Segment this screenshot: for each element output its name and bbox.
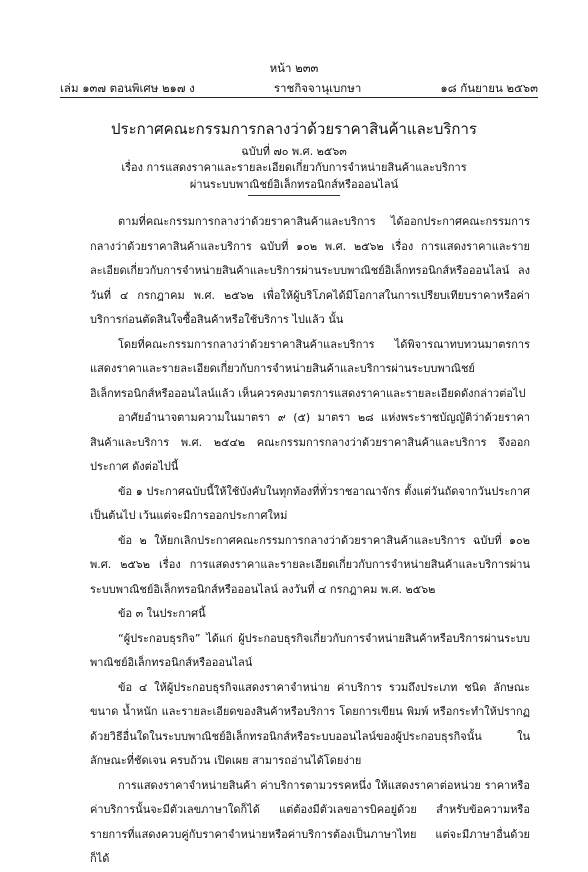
paragraph-clause-3: ข้อ ๓ ในประกาศนี้	[118, 607, 206, 620]
paragraph-clause-2: ข้อ ๒ ให้ยกเลิกประกาศคณะกรรมการกลางว่าด้วยราคาสินค้าและบริการ ฉบับที่ ๑๐๒ พ.ศ. ๒๕๖๒ เรื่อง การแสดงราคาและรายละเอียดเกี่ยวกับการจำหน่ายสินค้าและบริการผ่านระบบพาณิชย์อิเล็กทรอนิกส์หรือออนไลน์ ลงวันที่ ๔ กรกฎาคม พ.ศ. ๒๕๖๒	[90, 533, 530, 596]
paragraph-whereas: โดยที่คณะกรรมการกลางว่าด้วยราคาสินค้าและบริการ ได้พิจารณาทบทวนมาตรการแสดงราคาและรายละเอียดเกี่ยวกับการจำหน่ายสินค้าและบริการผ่านระบบพาณิชย์อิเล็กทรอนิกส์หรือออนไลน์แล้ว เห็นควรคงมาตรการแสดงราคาและรายละเอียดดังกล่าวต่อไป	[90, 337, 530, 400]
paragraph-clause-4-continued: การแสดงราคาจำหน่ายสินค้า ค่าบริการตามวรรคหนึ่ง ให้แสดงราคาต่อหน่วย ราคาหรือค่าบริการนั้นจะมีตัวเลขภาษาใดก็ได้ แต่ต้องมีตัวเลขอารบิคอยู่ด้วย สำหรับข้อความหรือรายการที่แสดงควบคู่กับราคาจำหน่ายหรือค่าบริการต้องเป็นภาษาไทย แต่จะมีภาษาอื่นด้วยก็ได้	[90, 778, 530, 865]
page-number: หน้า ๒๓๓	[269, 61, 319, 75]
publication-date: ๑๘ กันยายน ๒๕๖๓	[440, 81, 538, 95]
title-divider	[248, 195, 340, 196]
header-rule	[60, 97, 538, 98]
document-title: ประกาศคณะกรรมการกลางว่าด้วยราคาสินค้าและบริการ	[111, 120, 477, 138]
paragraph-definition: “ผู้ประกอบธุรกิจ” ได้แก่ ผู้ประกอบธุรกิจเกี่ยวกับการจำหน่ายสินค้าหรือบริการผ่านระบบพาณิชย์อิเล็กทรอนิกส์หรือออนไลน์	[90, 631, 530, 669]
volume-info: เล่ม ๑๓๗ ตอนพิเศษ ๒๑๗ ง	[60, 81, 195, 95]
gazette-header	[60, 80, 538, 98]
paragraph-preamble: ตามที่คณะกรรมการกลางว่าด้วยราคาสินค้าและบริการ ได้ออกประกาศคณะกรรมการกลางว่าด้วยราคาสินค้าและบริการ ฉบับที่ ๑๐๒ พ.ศ. ๒๕๖๒ เรื่อง การแสดงราคาและรายละเอียดเกี่ยวกับการจำหน่ายสินค้าและบริการผ่านระบบพาณิชย์อิเล็กทรอนิกส์หรือออนไลน์ ลงวันที่ ๔ กรกฎาคม พ.ศ. ๒๕๖๒ เพื่อให้ผู้บริโภคได้มีโอกาสในการเปรียบเทียบราคาหรือค่าบริการก่อนตัดสินใจซื้อสินค้าหรือใช้บริการ ไปแล้ว นั้น	[90, 215, 530, 326]
document-body	[90, 210, 530, 872]
paragraph-clause-1: ข้อ ๑ ประกาศฉบับนี้ให้ใช้บังคับในทุกท้องที่ทั่วราชอาณาจักร ตั้งแต่วันถัดจากวันประกาศเป็นต้นไป เว้นแต่จะมีการออกประกาศใหม่	[90, 484, 530, 522]
paragraph-clause-4: ข้อ ๔ ให้ผู้ประกอบธุรกิจแสดงราคาจำหน่าย ค่าบริการ รวมถึงประเภท ชนิด ลักษณะ ขนาด น้ำหนัก และรายละเอียดของสินค้าหรือบริการ โดยการเขียน พิมพ์ หรือกระทำให้ปรากฏด้วยวิธีอื่นใดในระบบพาณิชย์อิเล็กทรอนิกส์หรือระบบออนไลน์ของผู้ประกอบธุรกิจนั้น ในลักษณะที่ชัดเจน ครบถ้วน เปิดเผย สามารถอ่านได้โดยง่าย	[90, 680, 530, 767]
subject-line-1: เรื่อง การแสดงราคาและรายละเอียดเกี่ยวกับการจำหน่ายสินค้าและบริการ	[121, 161, 467, 174]
paragraph-authority: อาศัยอำนาจตามความในมาตรา ๙ (๕) มาตรา ๒๘ แห่งพระราชบัญญัติว่าด้วยราคาสินค้าและบริการ พ.ศ. ๒๕๔๒ คณะกรรมการกลางว่าด้วยราคาสินค้าและบริการ จึงออกประกาศ ดังต่อไปนี้	[90, 411, 530, 473]
gazette-name: ราชกิจจานุเบกษา	[273, 81, 362, 95]
subject-line-2: ผ่านระบบพาณิชย์อิเล็กทรอนิกส์หรือออนไลน์	[189, 178, 399, 191]
document-number: ฉบับที่ ๗๐ พ.ศ. ๒๕๖๓	[241, 145, 347, 158]
